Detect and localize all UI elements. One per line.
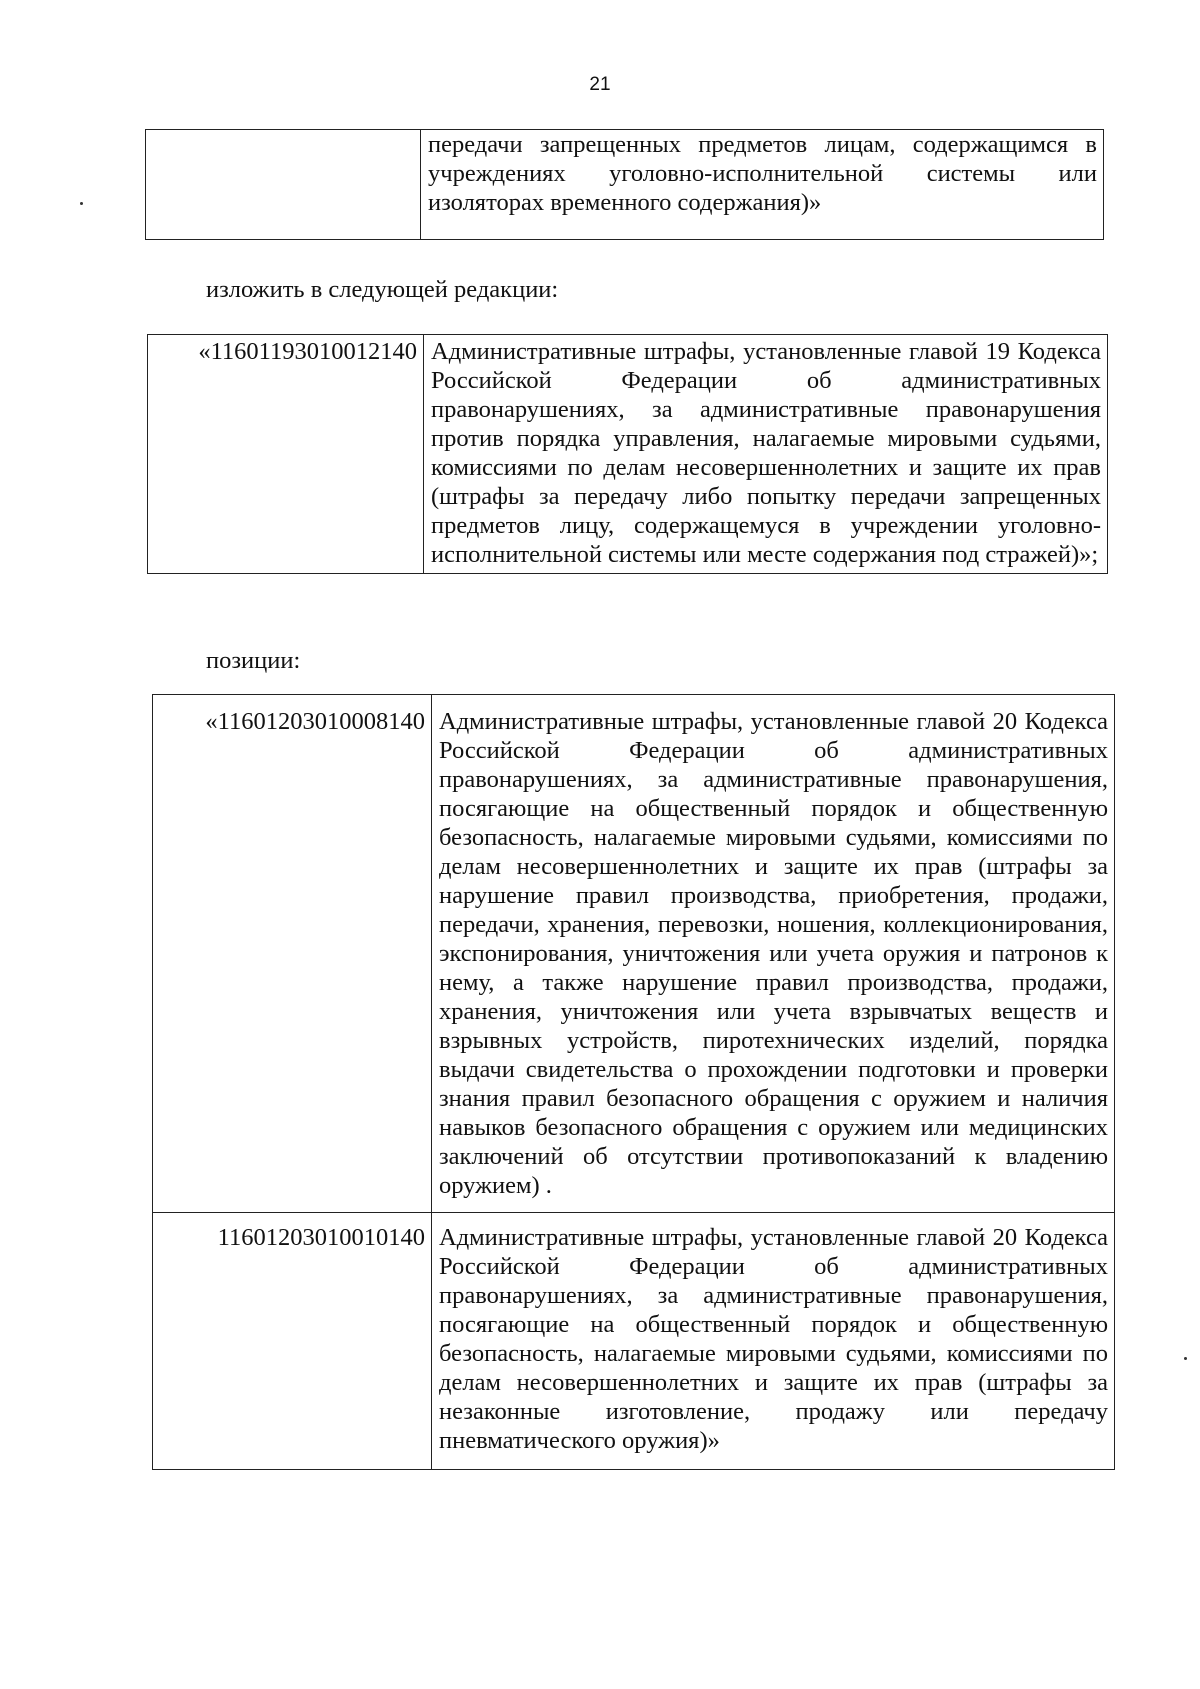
table-top <box>145 129 1104 240</box>
table-row <box>153 695 1115 1213</box>
scan-speck <box>1184 1357 1187 1360</box>
description-cell: Административные штрафы, установленные главой 20 Кодекса Российской Федерации об административных правонарушениях, за административные правонарушения, посягающие на общественный порядок и общественную безопасность, налагаемые мировыми судьями, комиссиями по делам несовершеннолетних и защите их прав (штрафы за незаконные изготовление, продажу или передачу пневматического оружия)» <box>432 1213 1115 1470</box>
table-bottom <box>152 694 1115 1470</box>
description-cell: передачи запрещенных предметов лицам, содержащимся в учреждениях уголовно-исполнительной системы или изоляторах временного содержания)» <box>421 130 1104 240</box>
code-cell: 11601203010010140 <box>153 1213 432 1470</box>
table-row <box>146 130 1104 240</box>
code-cell: «11601203010008140 <box>153 695 432 1213</box>
table-row <box>153 1213 1115 1470</box>
table-row <box>148 335 1108 574</box>
code-cell: «11601193010012140 <box>148 335 424 574</box>
description-cell: Административные штрафы, установленные главой 20 Кодекса Российской Федерации об административных правонарушениях, за административные правонарушения, посягающие на общественный порядок и общественную безопасность, налагаемые мировыми судьями, комиссиями по делам несовершеннолетних и защите их прав (штрафы за нарушение правил производства, приобретения, продажи, передачи, хранения, перевозки, ношения, коллекционирования, экспонирования, уничтожения или учета оружия и патронов к нему, а также нарушение правил производства, продажи, хранения, уничтожения или учета взрывчатых веществ и взрывных устройств, пиротехнических изделий, порядка выдачи свидетельства о прохождении подготовки и проверки знания правил безопасного обращения с оружием и наличия навыков безопасного обращения с оружием или медицинских заключений об отсутствии противопоказаний к владению оружием) . <box>432 695 1115 1213</box>
table-middle <box>147 334 1108 574</box>
description-cell: Административные штрафы, установленные главой 19 Кодекса Российской Федерации об административных правонарушениях, за административные правонарушения против порядка управления, налагаемые мировыми судьями, комиссиями по делам несовершеннолетних и защите их прав (штрафы за передачу либо попытку передачи запрещенных предметов лицу, содержащемуся в учреждении уголовно-исполнительной системы или месте содержания под стражей)»; <box>424 335 1108 574</box>
page-number: 21 <box>589 74 611 95</box>
scan-speck <box>80 202 83 205</box>
instruction-text: позиции: <box>206 647 301 674</box>
instruction-text: изложить в следующей редакции: <box>206 276 559 303</box>
code-cell <box>146 130 421 240</box>
